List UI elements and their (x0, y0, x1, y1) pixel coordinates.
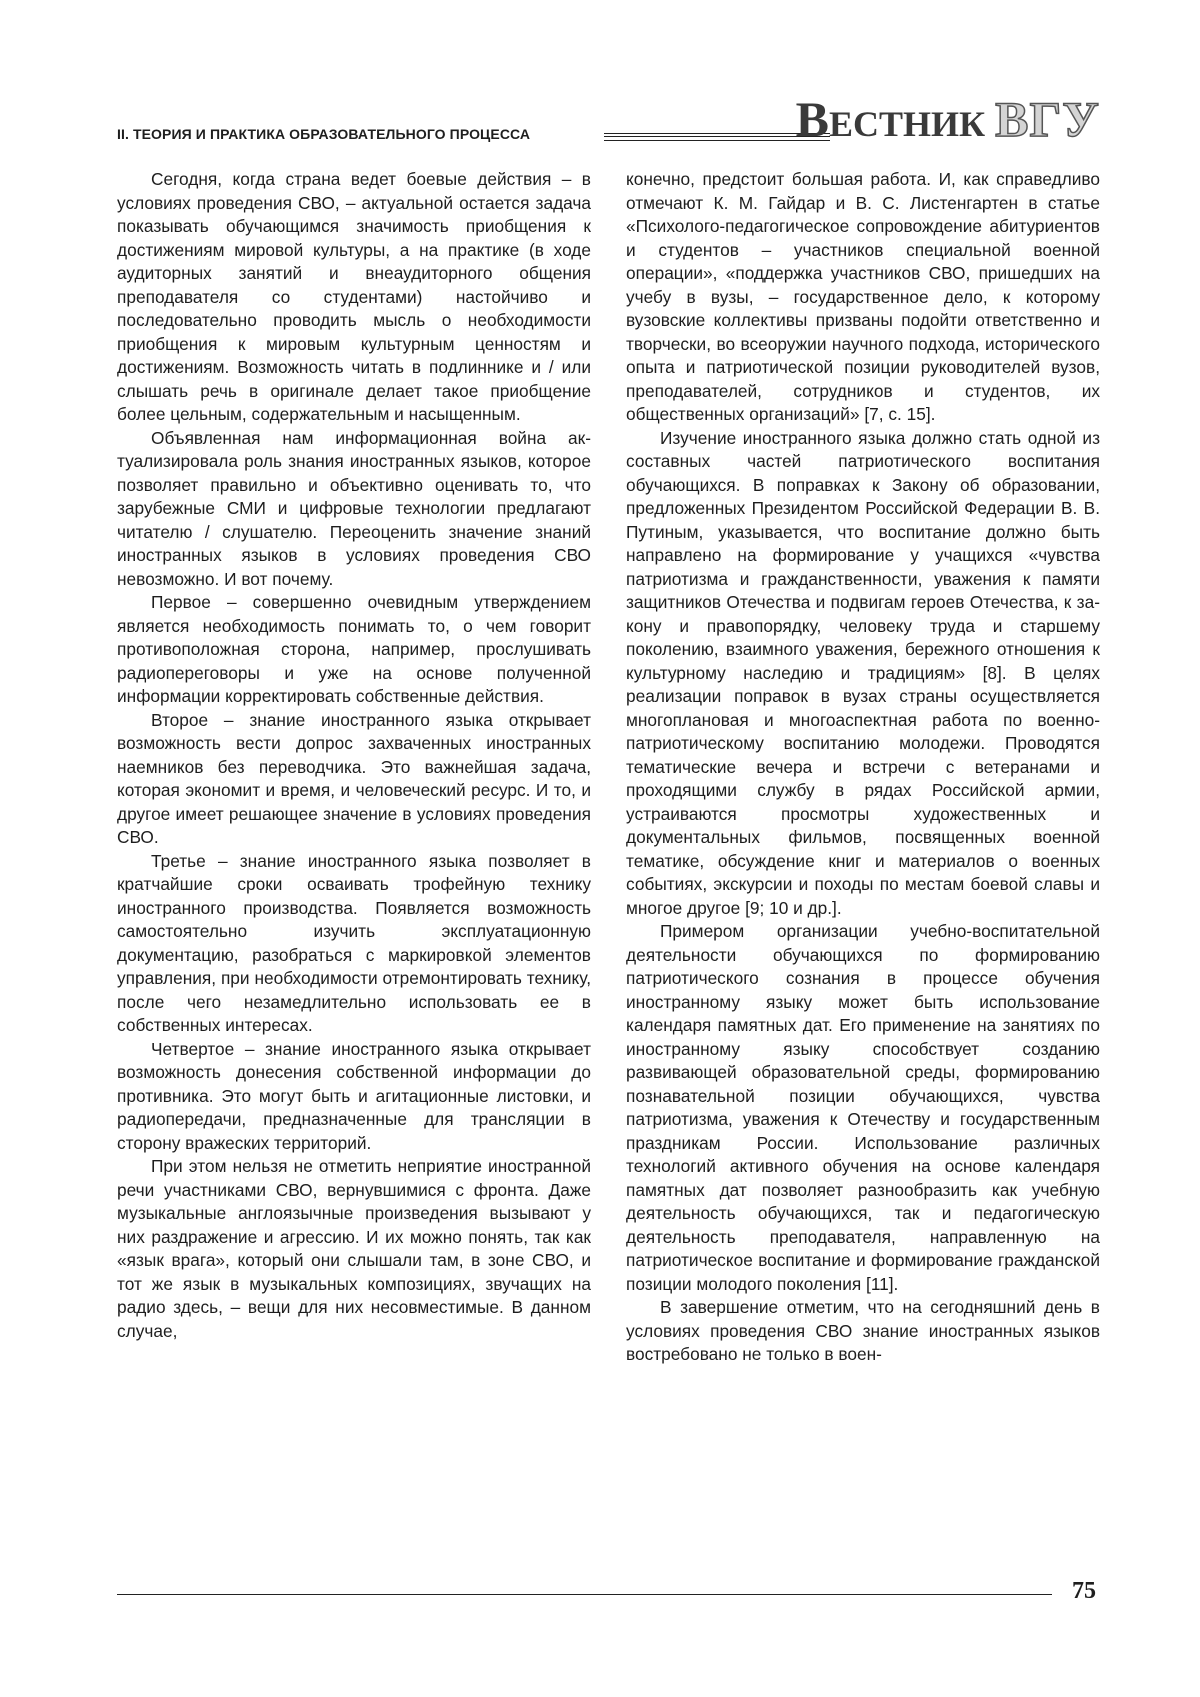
paragraph: Третье – знание иностранного языка позво­ляет в кратчайшие сроки осваивать трофейную технику иностранного производства. Появляется возможность самостоятельно изучить эксплуа­тационную документацию, разобраться с мар­кировкой элементов управления, при необходи­мости отремонтировать технику, после чего не­замедлительно использовать ее в собственных интересах. (117, 850, 591, 1038)
left-column (117, 168, 591, 1343)
right-column (626, 168, 1100, 1367)
journal-logo-abbr: ВГУ (995, 91, 1100, 147)
paragraph: Второе – знание иностранного языка откры­вает возможность вести допрос захваченных ино­странных наемников без переводчика. Это важ­нейшая задача, которая экономит и время, и чело­веческий ресурс. И то, и другое имеет решающее значение в условиях проведения СВО. (117, 709, 591, 850)
paragraph-continuation: конечно, предстоит большая работа. И, как спра­ведливо отмечают К. М. Гайдар и В. С. Листенгар­тен в статье «Психолого-педагогическое сопрово­ждение абитуриентов и студентов – участников специальной военной операции», «поддержка участников СВО, пришедших на учебу в вузы, – го­сударственное дело, к которому вузовские коллек­тивы призваны подойти ответственно и творчески, во всеоружии научного подхода, исторического опыта и патриотической позиции руководителей вузов, преподавателей, сотрудников и студентов, их общественных организаций» [7, с. 15]. (626, 168, 1100, 427)
journal-logo-rest: ЕСТНИК (829, 104, 985, 144)
footer-rule (117, 1594, 1052, 1595)
paragraph: При этом нельзя не отметить неприятие ино­странной речи участниками СВО, вернувшимися с фронта. Даже музыкальные англоязычные произ­ведения вызывают у них раздражение и агрессию. И их можно понять, так как «язык врага», который они слышали там, в зоне СВО, и тот же язык в му­зыкальных композициях, звучащих на радио здесь, – вещи для них несовместимые. В данном случае, (117, 1155, 591, 1343)
paragraph: Сегодня, когда страна ведет боевые дей­ствия – в условиях проведения СВО, – актуальной остается задача показывать обучающимся значи­мость приобщения к достижениям мировой куль­туры, а на практике (в ходе аудиторных занятий и внеаудиторного общения преподавателя со сту­дентами) настойчиво и последовательно прово­дить мысль о необходимости приобщения к миро­вым культурным ценностям и достижениям. Воз­можность читать в подлиннике и / или слышать речь в оригинале делает такое приобщение более цельным, содержательным и насыщенным. (117, 168, 591, 427)
paragraph: Примером организации учебно-воспитатель­ной деятельности обучающихся по формирова­нию патриотического сознания в процессе обу­чения иностранному языку может быть использо­вание календаря памятных дат. Его применение на занятиях по иностранному языку способствует созданию развивающей образовательной среды, формированию познавательной позиции обучаю­щихся, чувства патриотизма, уважения к Отече­ству и государственным праздникам России. Ис­пользование различных технологий активного обучения на основе календаря памятных дат по­зволяет разнообразить как учебную деятельность обучающихся, так и педагогическую деятельность преподавателя, направленную на патриотическое воспитание и формирование гражданской пози­ции молодого поколения [11]. (626, 920, 1100, 1296)
paragraph: Объявленная нам информационная война ак­туализировала роль знания иностранных языков, которое позволяет правильно и объективно оце­нивать то, что зарубежные СМИ и цифровые тех­нологии предлагают читателю / слушателю. Пере­оценить значение знаний иностранных языков в условиях проведения СВО невозможно. И вот по­чему. (117, 427, 591, 592)
journal-logo-initial: В (796, 91, 829, 147)
section-title: II. ТЕОРИЯ И ПРАКТИКА ОБРАЗОВАТЕЛЬНОГО ПРОЦЕССА (117, 126, 530, 142)
paragraph: Четвертое – знание иностранного языка от­крывает возможность донесения собственной ин­формации до противника. Это могут быть и аги­тационные листовки, и радиопередачи, предна­значенные для трансляции в сторону вражеских территорий. (117, 1038, 591, 1156)
page-number: 75 (1072, 1578, 1096, 1605)
paragraph: Изучение иностранного языка должно стать одной из составных частей патриотического вос­питания обучающихся. В поправках к Закону об образовании, предложенных Президентом Рос­сийской Федерации В. В. Путиным, указывается, что воспитание должно быть направлено на фор­мирование у учащихся «чувства патриотизма и гражданственности, уважения к памяти защитни­ков Отечества и подвигам героев Отечества, к за­кону и правопорядку, человеку труда и старшему поколению, взаимного уважения, бережного отно­шения к культурному наследию и традициям» [8]. В целях реализации поправок в вузах страны осу­ществляется многоплановая и многоаспектная работа по военно-патриотическому воспитанию молодежи. Проводятся тематические вечера и встречи с ветеранами и проходящими службу в рядах Российской армии, устраиваются просмо­тры художественных и документальных фильмов, посвященных военной тематике, обсуждение книг и материалов о военных событиях, экскурсии и походы по местам боевой славы и многое другое [9; 10 и др.]. (626, 427, 1100, 921)
journal-logo (796, 94, 1100, 144)
paragraph: В завершение отметим, что на сегодняшний день в условиях проведения СВО знание ино­странных языков востребовано не только в воен- (626, 1296, 1100, 1367)
paragraph: Первое – совершенно очевидным утвержде­нием является необходимость понимать то, о чем говорит противоположная сторона, например, прослушивать радиопереговоры и уже на осно­ве полученной информации корректировать соб­ственные действия. (117, 591, 591, 709)
page-header (117, 96, 1100, 148)
